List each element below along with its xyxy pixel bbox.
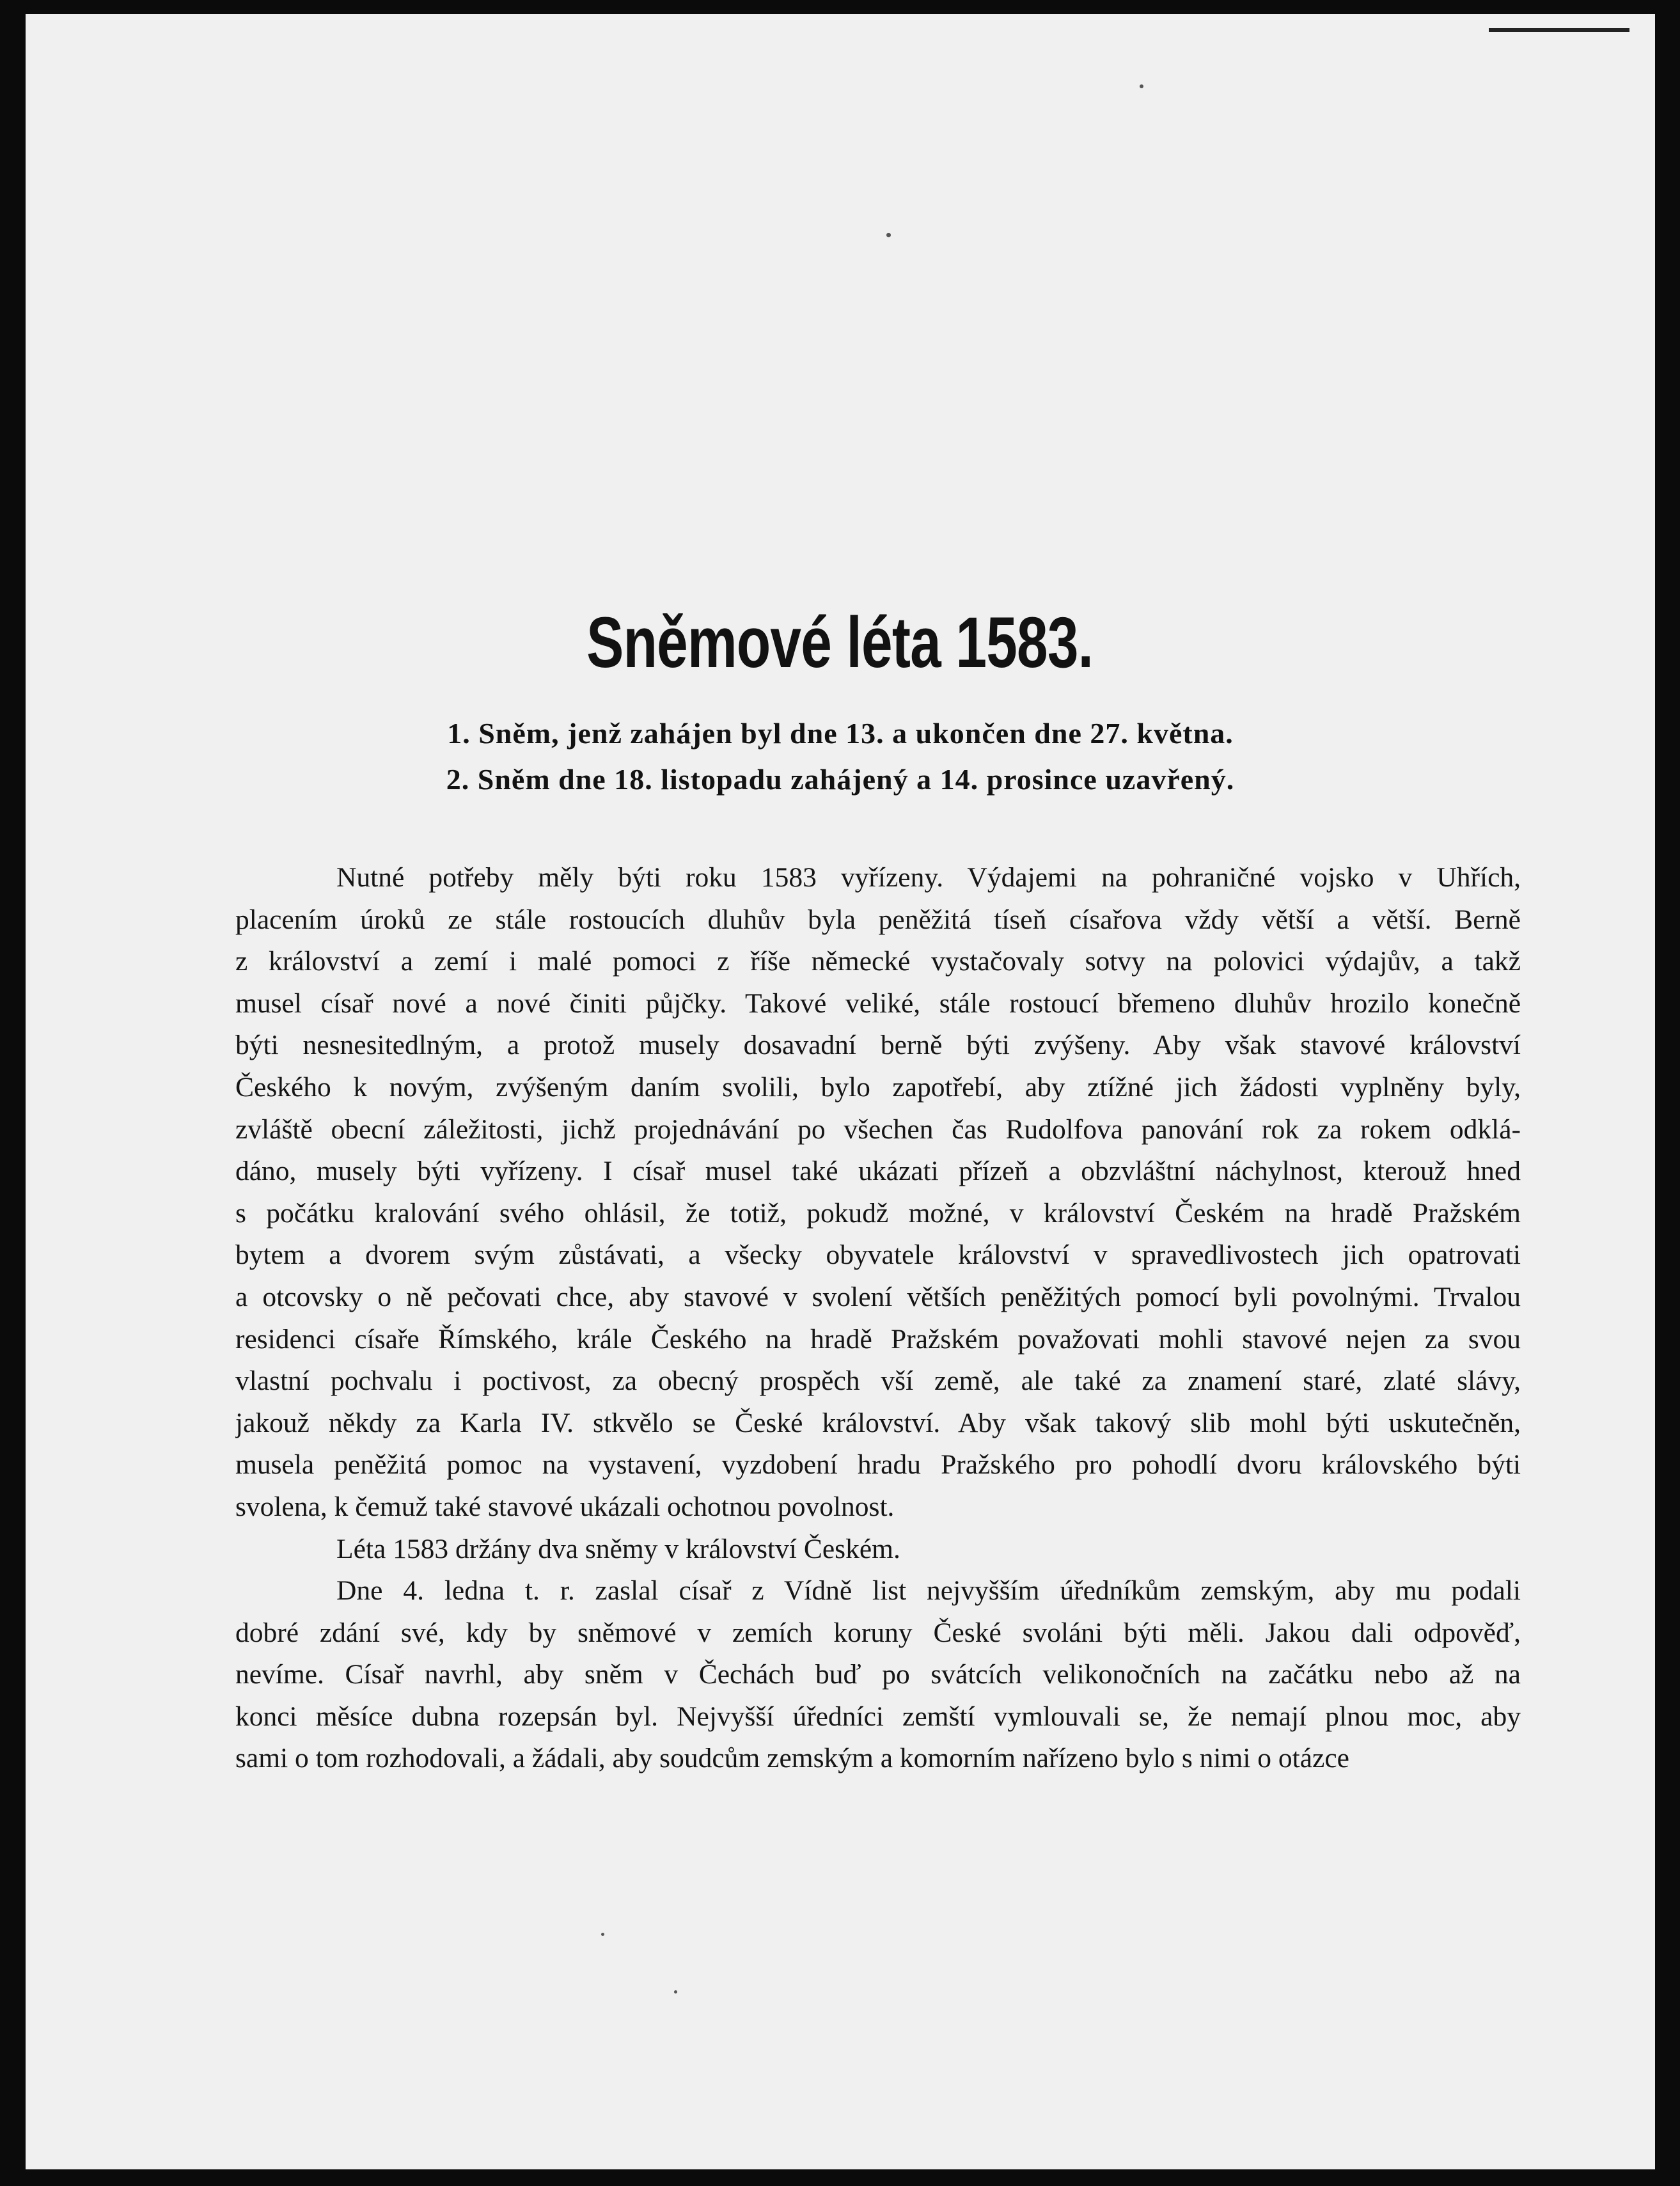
text-line: Léta 1583 držány dva sněmy v království Českém.	[336, 1533, 900, 1564]
text-line: Českého k novým, zvýšeným daním svolili, bylo zapotřebí, aby ztížné jich žádosti vyplněny byly,	[235, 1071, 1521, 1103]
text-line: býti nesnesitedlným, a protož musely dosavadní berně býti zvýšeny. Aby však stavové království	[235, 1030, 1521, 1061]
scan-speck	[601, 1933, 604, 1936]
text-line: konci měsíce dubna rozepsán byl. Nejvyšší úředníci zemští vymlouvali se, že nemají plnou moc, aby	[235, 1701, 1521, 1732]
text-line: svolena, k čemuž také stavové ukázali ochotnou povolnost.	[235, 1491, 895, 1522]
paragraph	[235, 857, 1521, 1529]
scan-speck	[886, 233, 891, 237]
paragraph	[235, 1570, 1521, 1780]
text-line: jakouž někdy za Karla IV. stkvělo se České království. Aby však takový slib mohl býti uskutečněn,	[235, 1407, 1521, 1438]
text-line: musel císař nové a nové činiti půjčky. Takové veliké, stále rostoucí břemeno dluhův hrozilo konečně	[235, 987, 1521, 1019]
body-text	[235, 857, 1521, 1780]
page-title: Sněmové léta 1583.	[586, 602, 1094, 682]
scan-speck	[1140, 84, 1143, 88]
text-line: Nutné potřeby měly býti roku 1583 vyřízeny. Výdajemi na pohraničné vojsko v Uhřích,	[336, 862, 1521, 893]
text-line: zvláště obecní záležitosti, jichž projednávání po všechen čas Rudolfova panování rok za rokem odklá-	[235, 1113, 1521, 1145]
text-line: residenci císaře Římského, krále Českého na hradě Pražském považovati mohli stavové nejen za svou	[235, 1323, 1521, 1355]
text-line: s počátku kralování svého ohlásil, že totiž, pokudž možné, v království Českém na hradě Pražském	[235, 1197, 1521, 1229]
text-line: Dne 4. ledna t. r. zaslal císař z Vídně list nejvyšším úředníkům zemským, aby mu podali	[336, 1575, 1521, 1607]
text-line: dobré zdání své, kdy by sněmové v zemích koruny České svoláni býti měli. Jakou dali odpověď,	[235, 1617, 1521, 1648]
text-line: nevíme. Císař navrhl, aby sněm v Čechách buď po svátcích velikonočních na začátku nebo až na	[235, 1659, 1521, 1690]
text-line: sami o tom rozhodovali, a žádali, aby soudcům zemským a komorním nařízeno bylo s nimi o otázce	[235, 1743, 1349, 1774]
text-line: bytem a dvorem svým zůstávati, a všecky obyvatele království v spravedlivostech jich opatrovati	[235, 1239, 1521, 1271]
text-line: vlastní pochvalu i poctivost, za obecný prospěch vší země, ale také za znamení staré, zlaté slávy,	[235, 1365, 1521, 1397]
text-line: placením úroků ze stále rostoucích dluhův byla peněžitá tíseň císařova vždy větší a větší. Berně	[235, 904, 1521, 935]
text-line: a otcovsky o ně pečovati chce, aby stavové v svolení větších peněžitých pomocí byli povolnými. Trvalou	[235, 1281, 1521, 1312]
text-line: musela peněžitá pomoc na vystavení, vyzdobení hradu Pražského pro pohodlí dvoru královského býti	[235, 1449, 1521, 1481]
text-line: dáno, musely býti vyřízeny. I císař musel také ukázati přízeň a obzvláštní náchylnost, kterouž hned	[235, 1156, 1521, 1187]
text-line: z království a zemí i malé pomoci z říše německé vystačovaly sotvy na polovici výdajův, a takž	[235, 946, 1521, 977]
session-subtitle-1: 1. Sněm, jenž zahájen byl dne 13. a ukončen dne 27. května.	[447, 717, 1234, 750]
document-page	[26, 14, 1655, 2169]
paragraph	[235, 1529, 1521, 1571]
scan-edge-mark	[1489, 28, 1629, 32]
scan-speck	[674, 1990, 677, 1993]
session-subtitle-2: 2. Sněm dne 18. listopadu zahájený a 14. prosince uzavřený.	[446, 763, 1235, 796]
